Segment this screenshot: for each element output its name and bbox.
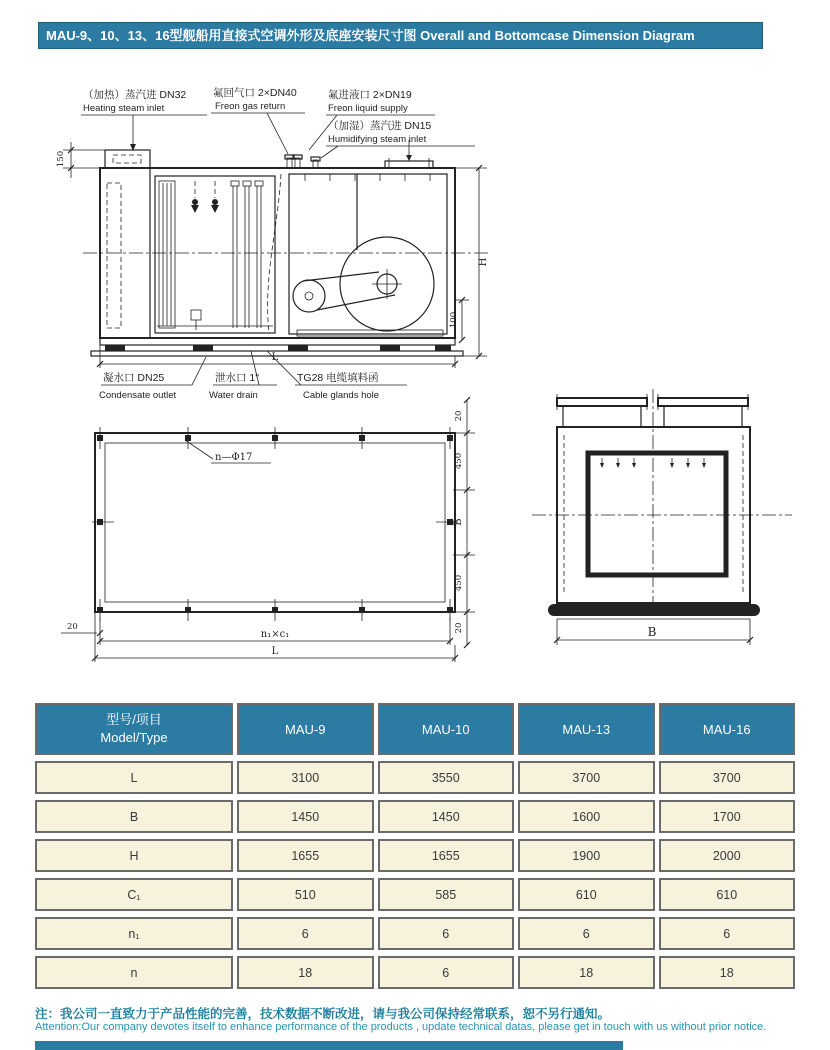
callout-freon-liquid-en: Freon liquid supply <box>328 103 408 114</box>
inner-opening <box>588 453 726 575</box>
row-value: 6 <box>518 917 655 950</box>
row-value: 1450 <box>237 800 374 833</box>
callout-freon-liquid-zh: 氟进液口 2×DN19 <box>328 89 412 101</box>
plan-dim-450-top: 450 <box>454 452 464 470</box>
table-row-H <box>35 839 795 872</box>
table-row-n <box>35 956 795 989</box>
header-mau-16: MAU-16 <box>659 703 796 755</box>
row-value: 6 <box>378 917 515 950</box>
row-value: 610 <box>518 878 655 911</box>
row-param: B <box>35 800 233 833</box>
callout-water-drain-zh: 泄水口 1" <box>215 372 259 384</box>
callout-heating-steam-en: Heating steam inlet <box>83 103 165 114</box>
fan-section <box>268 174 447 336</box>
plan-dim-pitch: n₁×c₁ <box>260 629 290 640</box>
footer-note-zh: 注：我公司一直致力于产品性能的完善，技术数据不断改进，请与我公司保持经常联系，恕不另行通知。 <box>35 1007 611 1021</box>
plan-dim-20-bottom: 20 <box>454 622 464 634</box>
row-value: 610 <box>659 878 796 911</box>
plan-dim-20-left: 20 <box>67 622 78 632</box>
table-header-row <box>35 703 795 755</box>
callout-cable-glands-zh: TG28 电缆填料函 <box>297 372 379 384</box>
plan-dim-20-top: 20 <box>454 410 464 422</box>
row-value: 2000 <box>659 839 796 872</box>
table-row-C1 <box>35 878 795 911</box>
row-value: 1600 <box>518 800 655 833</box>
dim-150 <box>56 142 105 178</box>
row-value: 3100 <box>237 761 374 794</box>
callout-freon-gas-zh: 氟回气口 2×DN40 <box>213 87 297 99</box>
row-value: 18 <box>518 956 655 989</box>
bolt-holes <box>92 427 458 621</box>
header-mau-13: MAU-13 <box>518 703 655 755</box>
callout-humidifying-en: Humidifying steam inlet <box>328 134 427 145</box>
end-view-diagram <box>530 385 810 660</box>
page-title: MAU-9、10、13、16型舰船用直接式空调外形及底座安装尺寸图 Overall and Bottomcase Dimension Diagram <box>38 22 763 49</box>
row-value: 3550 <box>378 761 515 794</box>
header-mau-9: MAU-9 <box>237 703 374 755</box>
header-mau-10: MAU-10 <box>378 703 515 755</box>
callout-condensate-en: Condensate outlet <box>99 390 177 401</box>
right-dim-chain <box>453 397 475 648</box>
row-value: 1655 <box>378 839 515 872</box>
row-value: 1700 <box>659 800 796 833</box>
dimension-table <box>35 703 795 995</box>
row-value: 585 <box>378 878 515 911</box>
table-row-n1 <box>35 917 795 950</box>
row-value: 6 <box>237 917 374 950</box>
row-param: C₁ <box>35 878 233 911</box>
motor <box>293 280 325 312</box>
side-view-diagram <box>45 88 495 410</box>
dim-B-end <box>554 619 753 645</box>
duct-stubs <box>557 394 748 427</box>
dim-H-label: H <box>478 257 489 267</box>
row-param: H <box>35 839 233 872</box>
dim-100 <box>449 297 469 343</box>
row-param: n <box>35 956 233 989</box>
dim-100-label: 100 <box>449 311 459 329</box>
row-value: 18 <box>237 956 374 989</box>
coil-section <box>155 176 275 333</box>
header-model-type <box>35 703 233 755</box>
plan-dim-450-bottom: 450 <box>454 574 464 592</box>
callout-humidifying-zh: （加湿）蒸汽进 DN15 <box>328 120 432 132</box>
callout-freon-gas-en: Freon gas return <box>215 101 286 112</box>
row-value: 6 <box>378 956 515 989</box>
header-model-type-zh: 型号/项目 <box>106 712 162 728</box>
end-base-bar <box>548 604 760 619</box>
row-value: 510 <box>237 878 374 911</box>
dim-L-side-label: L <box>271 352 279 363</box>
dim-150-label: 150 <box>56 150 66 168</box>
callout-heating-steam-zh: （加热）蒸汽进 DN32 <box>83 89 187 101</box>
row-param: L <box>35 761 233 794</box>
plan-dim-L: L <box>271 646 279 657</box>
row-value: 3700 <box>659 761 796 794</box>
row-value: 1900 <box>518 839 655 872</box>
callout-water-drain-en: Water drain <box>209 390 258 401</box>
base-outline <box>95 433 455 612</box>
row-param: n₁ <box>35 917 233 950</box>
plan-view-diagram <box>55 395 485 670</box>
row-value: 1450 <box>378 800 515 833</box>
footer-accent-bar <box>35 1041 623 1050</box>
dim-H <box>455 165 489 359</box>
dim-B-end-label: B <box>647 625 657 639</box>
callout-cable-glands-en: Cable glands hole <box>303 390 380 401</box>
plan-dim-B: B <box>453 518 464 526</box>
footer-note-en: Attention:Our company devotes itself to enhance performance of the products , update technical datas, please get in touch with us without prior notice. <box>35 1021 767 1033</box>
top-connection-box <box>105 150 150 168</box>
header-model-type-en: Model/Type <box>100 730 168 745</box>
hole-label-group <box>185 440 271 463</box>
row-value: 6 <box>659 917 796 950</box>
row-value: 18 <box>659 956 796 989</box>
hole-label: n—Φ17 <box>215 452 253 463</box>
bottom-dim-chain <box>61 612 458 662</box>
row-value: 1655 <box>237 839 374 872</box>
row-value: 3700 <box>518 761 655 794</box>
callout-condensate-zh: 凝水口 DN25 <box>103 372 165 384</box>
table-row-B <box>35 800 795 833</box>
table-row-L <box>35 761 795 794</box>
